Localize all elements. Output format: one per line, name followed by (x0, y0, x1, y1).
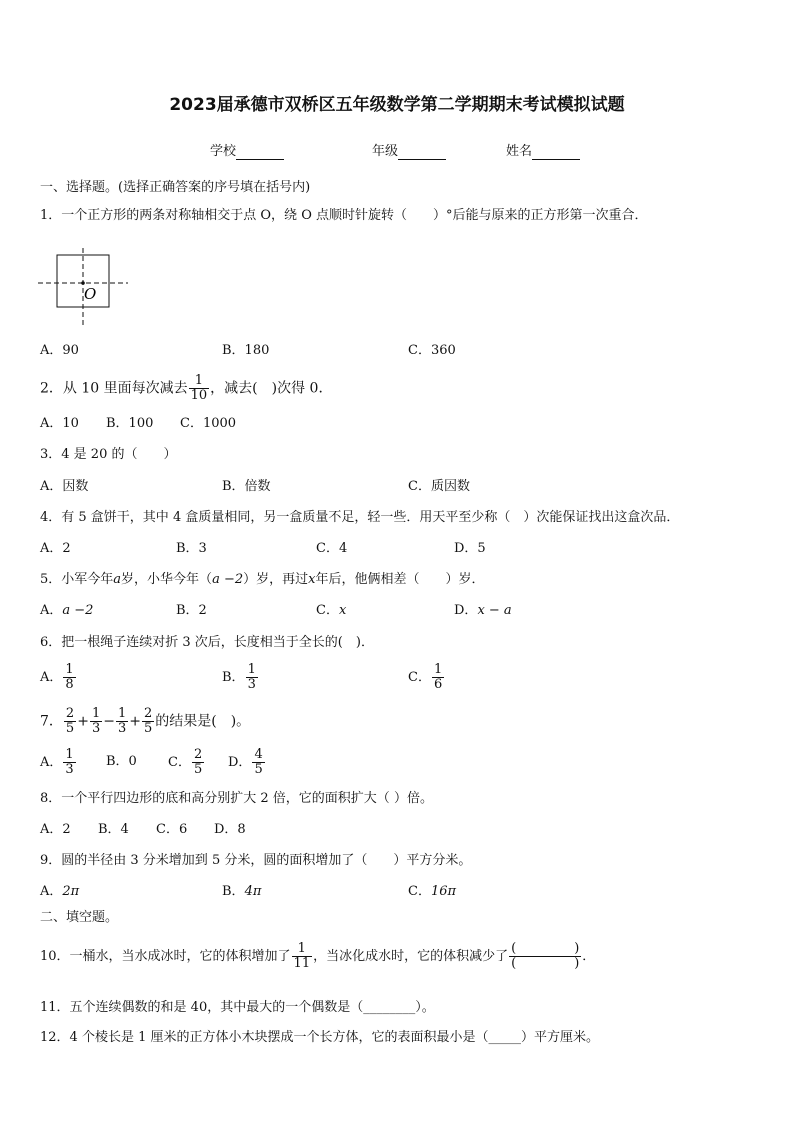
name-label: 姓名 (506, 144, 533, 159)
question-1-text: 1．一个正方形的两条对称轴相交于点 O，绕 O 点顺时针旋转（ ）°后能与原来的正方形第一次重合． (40, 208, 648, 223)
q9-option-b[interactable]: B．4π (222, 884, 262, 899)
school-field[interactable] (210, 140, 284, 160)
q7-option-c[interactable]: C． $\frac{2}{5}$ (168, 747, 203, 777)
question-8-text: 8．一个平行四边形的底和高分别扩大 2 倍，它的面积扩大（ ）倍。 (40, 791, 433, 806)
q8-option-b[interactable]: B．4 (98, 822, 129, 837)
grade-blank[interactable] (398, 144, 446, 160)
page-title: 2023届承德市双桥区五年级数学第二学期期末考试模拟试题 (169, 95, 625, 115)
q6-option-b[interactable]: B． $\frac{1}{3}$ (222, 662, 256, 692)
grade-field[interactable] (372, 140, 446, 160)
question-10-text: 10．一桶水，当水成冰时，它的体积增加了 $\frac{1}{11}$ ，当冰化成水时，它的体积减少了 $\frac{( )}{( )}$ ． (40, 941, 596, 971)
square-axes-figure (38, 248, 128, 328)
question-12-text: 12．4 个棱长是 1 厘米的正方体小木块摆成一个长方体，它的表面积最小是（_____）平方厘米。 (40, 1030, 599, 1045)
question-6-text: 6．把一根绳子连续对折 3 次后，长度相当于全长的( )． (40, 635, 374, 650)
fraction: $\frac{1}{10}$ (190, 373, 208, 403)
name-field[interactable] (506, 140, 580, 160)
q8-option-d[interactable]: D．8 (214, 822, 246, 837)
q3-option-a[interactable]: A．因数 (40, 479, 89, 494)
section-heading-fill: 二、填空题。 (40, 910, 119, 925)
q1-option-c[interactable]: C．360 (408, 343, 456, 358)
fraction: $\frac{2}{5}$ (65, 706, 75, 736)
q9-option-c[interactable]: C．16π (408, 884, 457, 899)
q7-option-d[interactable]: D． $\frac{4}{5}$ (228, 747, 263, 777)
question-3-text: 3．4 是 20 的（ ） (40, 447, 177, 462)
q5-option-b[interactable]: B．2 (176, 603, 207, 618)
q2-option-b[interactable]: B．100 (106, 416, 154, 431)
fraction: $\frac{1}{11}$ (293, 941, 311, 971)
fraction: $\frac{2}{5}$ (143, 706, 153, 736)
q5-option-c[interactable]: C．x (316, 603, 347, 618)
question-11-text: 11．五个连续偶数的和是 40，其中最大的一个偶数是（________）。 (40, 1000, 435, 1015)
q1-option-a[interactable]: A．90 (40, 343, 79, 358)
q4-option-a[interactable]: A．2 (40, 541, 71, 556)
q9-option-a[interactable]: A．2π (40, 884, 80, 899)
q7-option-a[interactable]: A． $\frac{1}{3}$ (40, 747, 74, 777)
point-o-label: O (84, 285, 97, 303)
school-label: 学校 (210, 144, 237, 159)
q6-option-c[interactable]: C． $\frac{1}{6}$ (408, 662, 443, 692)
school-blank[interactable] (236, 144, 284, 160)
grade-label: 年级 (372, 144, 399, 159)
q5-option-a[interactable]: A．a −2 (40, 603, 94, 618)
question-9-text: 9．圆的半径由 3 分米增加到 5 分米，圆的面积增加了（ ）平方分米。 (40, 853, 472, 868)
q8-option-a[interactable]: A．2 (40, 822, 71, 837)
q2-option-a[interactable]: A．10 (40, 416, 79, 431)
q2-option-c[interactable]: C．1000 (180, 416, 237, 431)
q1-option-b[interactable]: B．180 (222, 343, 270, 358)
q8-option-c[interactable]: C．6 (156, 822, 188, 837)
q7-option-b[interactable]: B．0 (106, 754, 137, 769)
q5-option-d[interactable]: D．x − a (454, 603, 512, 618)
q4-option-d[interactable]: D．5 (454, 541, 486, 556)
question-2-text: 2．从 10 里面每次减去 $\frac{1}{10}$ ，减去( )次得 0． (40, 373, 333, 403)
name-blank[interactable] (532, 144, 580, 160)
fraction: $\frac{1}{3}$ (91, 706, 101, 736)
q6-option-a[interactable]: A． $\frac{1}{8}$ (40, 662, 74, 692)
section-heading-choice: 一、选择题。(选择正确答案的序号填在括号内) (40, 180, 311, 195)
fraction: $\frac{1}{3}$ (117, 706, 127, 736)
q3-option-c[interactable]: C．质因数 (408, 479, 470, 494)
question-5-text: 5．小军今年a岁，小华今年（a −2）岁，再过x年后，他俩相差（ ）岁． (40, 572, 485, 587)
q4-option-b[interactable]: B．3 (176, 541, 207, 556)
answer-fraction-blank[interactable]: $\frac{( )}{( )}$ (511, 941, 580, 971)
q4-option-c[interactable]: C．4 (316, 541, 348, 556)
q3-option-b[interactable]: B．倍数 (222, 479, 271, 494)
question-4-text: 4．有 5 盒饼干，其中 4 盒质量相同，另一盒质量不足，轻一些．用天平至少称（ ）次能保证找出这盒次品． (40, 510, 680, 525)
question-7-text: 7． $\frac{2}{5}$ + $\frac{1}{3}$ − $\frac{1}{3}$ + $\frac{2}{5}$ 的结果是( )。 (40, 706, 251, 736)
